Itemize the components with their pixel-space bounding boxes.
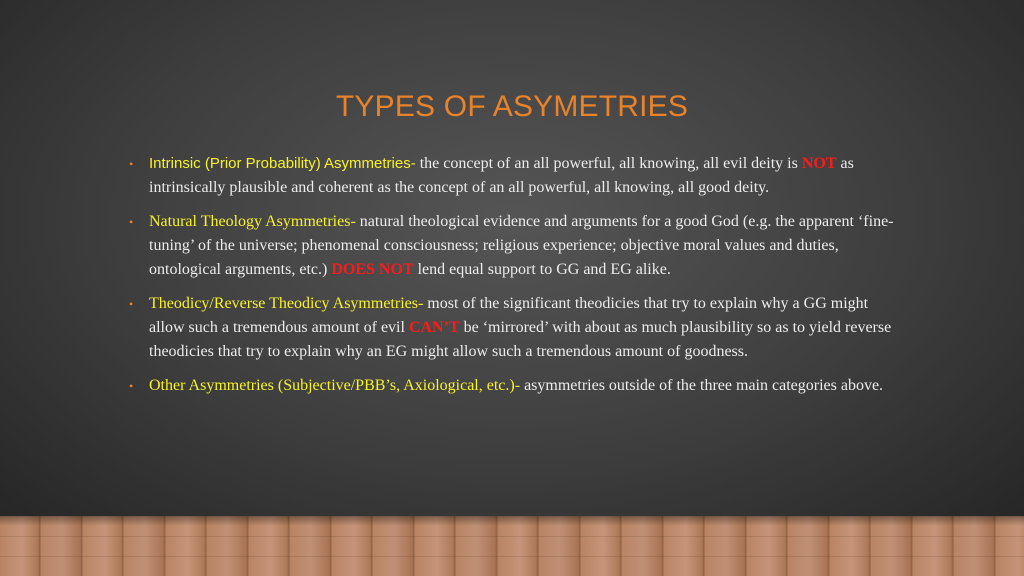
bullet-lead: Natural Theology Asymmetries- <box>149 213 356 230</box>
bullet-dot-icon: • <box>129 157 134 171</box>
bullet-lead: Intrinsic (Prior Probability) Asymmetries- <box>149 155 416 172</box>
bullet-emphasis: DOES NOT <box>331 261 414 278</box>
bullet-emphasis: CAN’T <box>408 319 460 336</box>
bullet-emphasis: NOT <box>801 155 837 172</box>
bullet-dot-icon: • <box>129 215 134 229</box>
bullet-theodicy <box>128 292 898 364</box>
bullet-other <box>128 374 898 398</box>
bullet-text: the concept of an all powerful, all knowing, all evil deity is <box>415 155 802 172</box>
bullet-list <box>128 152 898 408</box>
bullet-text: natural theological evidence and arguments for a good God (e.g. the apparent ‘fine-tuning’ of the universe; phenomenal consciousness; religious experience; objective moral values and duties, ontological arguments, etc.) <box>149 213 894 278</box>
bullet-text: be ‘mirrored’ with about as much plausibility so as to yield reverse theodicies that try to explain why an EG might allow such a tremendous amount of goodness. <box>149 319 892 360</box>
bullet-lead: Theodicy/Reverse Theodicy Asymmetries- <box>149 295 424 312</box>
bullet-text: lend equal support to GG and EG alike. <box>413 261 671 278</box>
bullet-text: most of the significant theodicies that try to explain why a GG might allow such a tremendous amount of evil <box>149 295 869 336</box>
bullet-natural-theology <box>128 210 898 282</box>
bullet-dot-icon: • <box>129 379 134 393</box>
bullet-lead: Other Asymmetries (Subjective/PBB’s, Axiological, etc.)- <box>149 377 521 394</box>
wood-floor <box>0 516 1024 576</box>
bullet-text: asymmetries outside of the three main categories above. <box>520 377 884 394</box>
bullet-dot-icon: • <box>129 297 134 311</box>
bullet-intrinsic <box>128 152 898 200</box>
slide-title: TYPES OF ASYMETRIES <box>335 90 689 123</box>
bullet-text: as intrinsically plausible and coherent as the concept of an all powerful, all knowing, all good deity. <box>149 155 854 196</box>
